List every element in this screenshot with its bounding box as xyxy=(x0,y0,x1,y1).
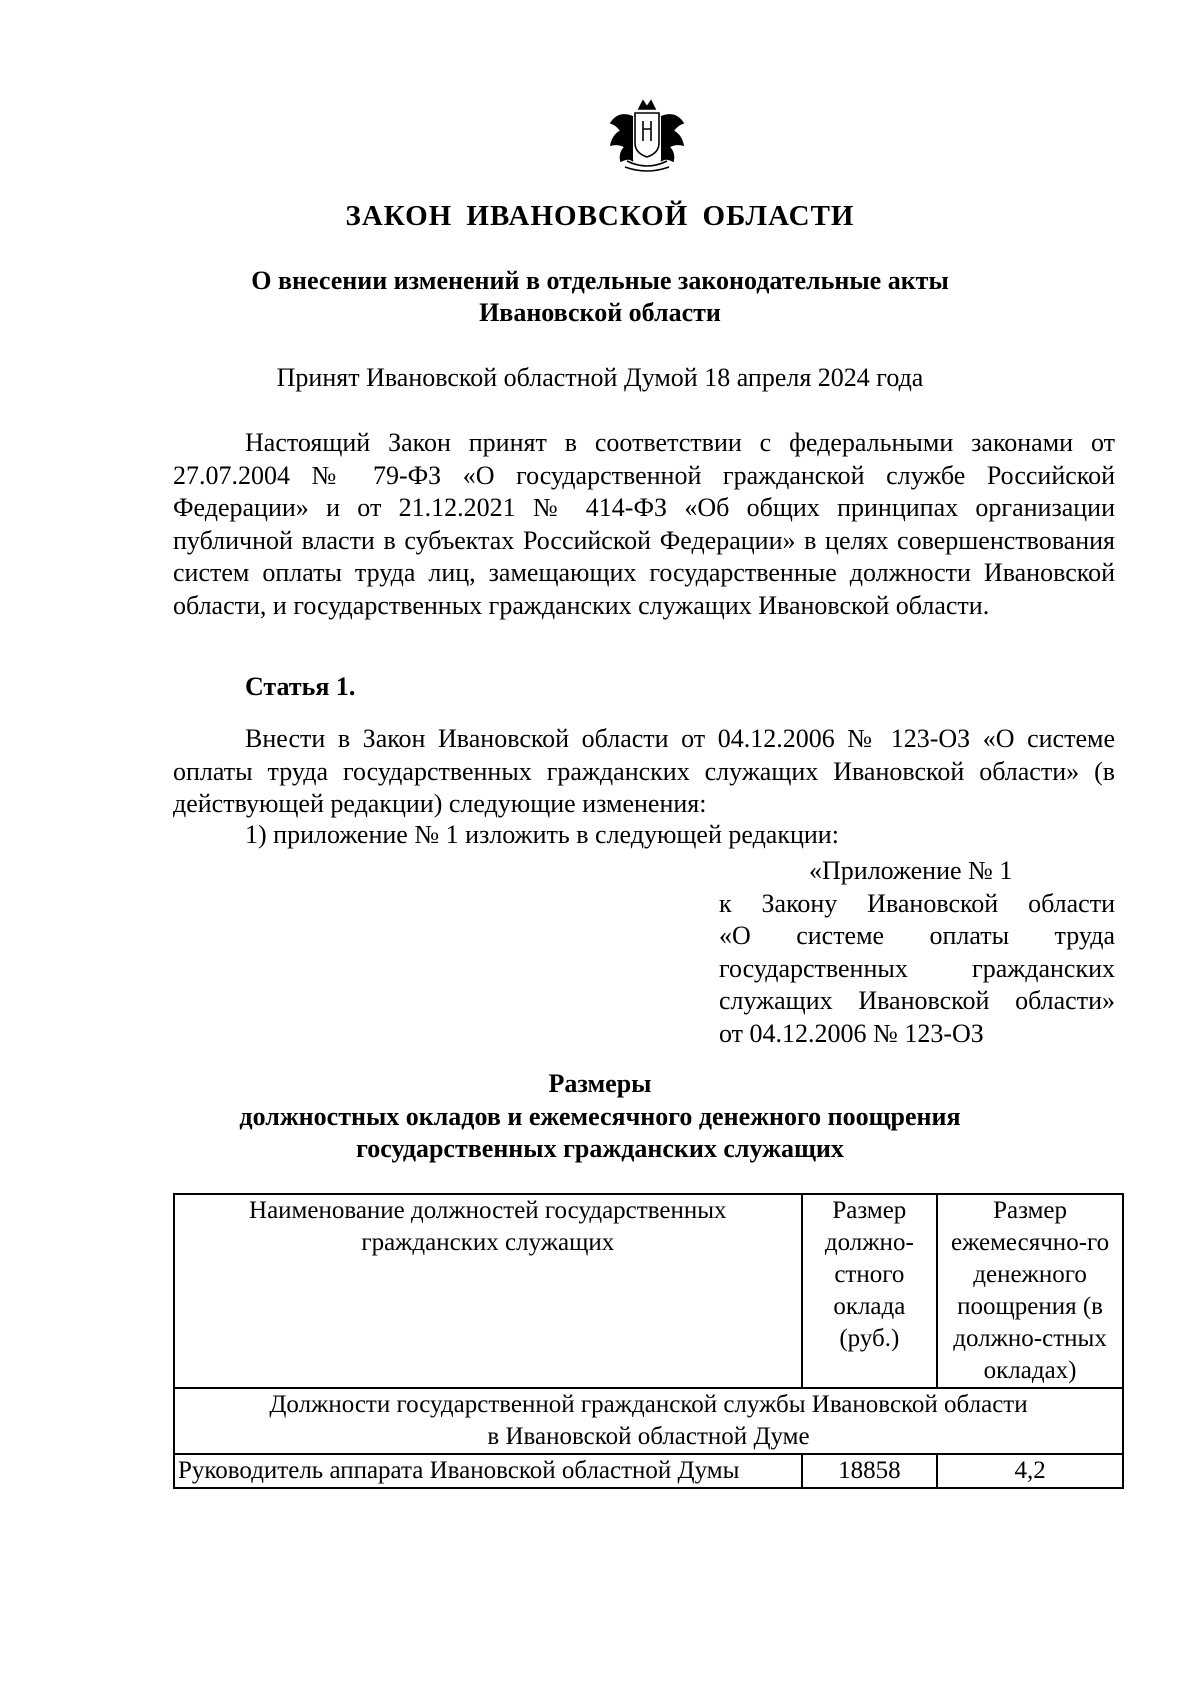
salary-table xyxy=(173,1193,1124,1489)
header-position-text: Наименование должностей государственных гражданских служащих xyxy=(249,1197,727,1256)
table-title xyxy=(0,1068,1200,1166)
subtitle-line: О внесении изменений в отдельные законодательные акты xyxy=(251,266,949,295)
header-bonus-text: Размер ежемесячно-го денежного поощрения (в должно-стных окладах) xyxy=(950,1197,1110,1384)
appendix-line: от 04.12.2006 № 123-ОЗ xyxy=(719,1018,984,1048)
table-title-line: государственных гражданских служащих xyxy=(356,1134,844,1163)
appendix-line: «Приложение № 1 xyxy=(809,856,1013,885)
table-title-line: Размеры xyxy=(548,1069,652,1098)
article-heading: Статья 1. xyxy=(245,672,356,701)
adoption-note: Принят Ивановской областной Думой 18 апреля 2024 года xyxy=(276,363,924,392)
appendix-line: к Закону Ивановской области xyxy=(719,888,1115,918)
section-heading-line: Должности государственной гражданской службы Ивановской области xyxy=(269,1391,1028,1418)
law-title: ЗАКОН ИВАНОВСКОЙ ОБЛАСТИ xyxy=(345,200,855,232)
bonus-cell: 4,2 xyxy=(937,1454,1123,1488)
header-bonus xyxy=(937,1194,1123,1388)
salary-cell: 18858 xyxy=(802,1454,938,1488)
article-item-1: 1) приложение № 1 изложить в следующей редакции: xyxy=(245,820,839,849)
preamble-paragraph: Настоящий Закон принят в соответствии с федеральными законами от 27.07.2004 № 79-ФЗ «О государственной гражданской службе Российской Федерации» и от 21.12.2021 № 414-ФЗ «Об общих принципах организации публичной власти в субъектах Российской Федерации» в целях совершенствования систем оплаты труда лиц, замещающих государственные должности Ивановской области, и государственных гражданских служащих Ивановской области. xyxy=(173,428,1115,620)
law-subtitle xyxy=(0,265,1200,329)
table-section-row xyxy=(174,1388,1123,1454)
appendix-reference xyxy=(719,855,1115,1050)
appendix-line: государственных гражданских xyxy=(719,953,1115,983)
section-heading xyxy=(174,1388,1123,1454)
section-heading-line: в Ивановской областной Думе xyxy=(487,1423,810,1450)
appendix-line: «О системе оплаты труда xyxy=(719,921,1115,950)
subtitle-line: Ивановской области xyxy=(479,298,721,327)
table-header-row xyxy=(174,1194,1123,1388)
table-row xyxy=(174,1454,1123,1488)
appendix-line: служащих Ивановской области» xyxy=(719,986,1115,1015)
position-cell: Руководитель аппарата Ивановской областной Думы xyxy=(174,1454,802,1488)
table-title-line: должностных окладов и ежемесячного денежного поощрения xyxy=(239,1101,961,1131)
header-position-name xyxy=(174,1194,802,1388)
article-intro-paragraph: Внести в Закон Ивановской области от 04.12.2006 № 123-ОЗ «О системе оплаты труда государственных гражданских служащих Ивановской области» (в действующей редакции) следующие изменения: xyxy=(173,724,1115,818)
header-salary xyxy=(802,1194,938,1388)
header-salary-text: Размер должно-стного оклада (руб.) xyxy=(824,1197,914,1352)
coat-of-arms-icon xyxy=(597,95,697,175)
